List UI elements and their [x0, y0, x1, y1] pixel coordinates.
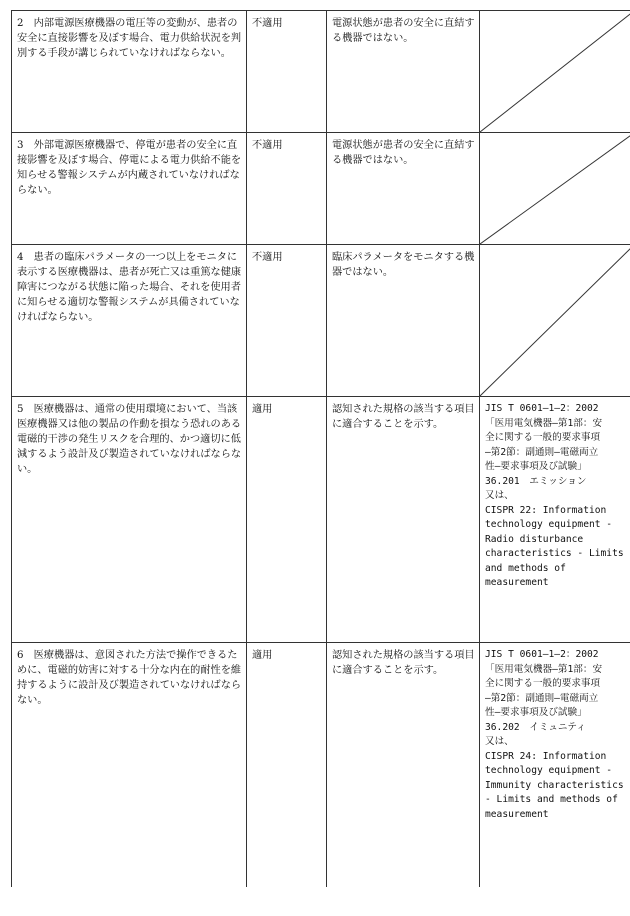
table-row — [12, 397, 630, 643]
standard-cell-empty — [480, 11, 630, 133]
method-cell: 電源状態が患者の安全に直結する機器ではない。 — [327, 11, 480, 133]
table-row — [12, 245, 630, 397]
method-cell: 臨床パラメータをモニタする機器ではない。 — [327, 245, 480, 397]
standard-cell — [480, 397, 630, 643]
table-row — [12, 133, 630, 245]
requirement-cell: 4 患者の臨床パラメータの一つ以上をモニタに表示する医療機器は、患者が死亡又は重篤な健康障害につながる状態に陥った場合、それを使用者に知らせる適切な警報システムが具備されていなければならない。 — [12, 245, 247, 397]
table-row — [12, 11, 630, 133]
applicability-cell: 不適用 — [247, 133, 327, 245]
applicability-cell: 適用 — [247, 643, 327, 887]
applicability-cell: 不適用 — [247, 245, 327, 397]
requirement-cell: 6 医療機器は、意図された方法で操作できるために、電磁的妨害に対する十分な内在的耐性を維持するように設計及び製造されていなければならない。 — [12, 643, 247, 887]
standard-text: JIS T 0601―1―2：2002 「医用電気機器―第1部：安 全に関する一般的要求事項 ―第2節：副通則―電磁両立 性―要求事項及び試験」 36.201 エミッション 又は、 CISPR 22: Information technology equipment - Radio disturbance characteristics - Limits and methods of measurement — [485, 403, 624, 588]
diagonal-slash — [480, 133, 630, 244]
diagonal-slash — [480, 245, 630, 396]
applicability-cell: 不適用 — [247, 11, 327, 133]
method-cell: 認知された規格の該当する項目に適合することを示す。 — [327, 397, 480, 643]
requirement-cell: 2 内部電源医療機器の電圧等の変動が、患者の安全に直接影響を及ぼす場合、電力供給状況を判別する手段が講じられていなければならない。 — [12, 11, 247, 133]
standard-cell — [480, 643, 630, 887]
requirement-cell: 5 医療機器は、通常の使用環境において、当該医療機器又は他の製品の作動を損なう恐れのある電磁的干渉の発生リスクを合理的、かつ適切に低減するよう設計及び製造されていなければならない。 — [12, 397, 247, 643]
essential-requirements-table — [11, 10, 630, 887]
method-cell: 認知された規格の該当する項目に適合することを示す。 — [327, 643, 480, 887]
standard-text: JIS T 0601―1―2：2002 「医用電気機器―第1部：安 全に関する一般的要求事項 ―第2節：副通則―電磁両立 性―要求事項及び試験」 36.202 イミュニティ 又は、 CISPR 24: Information technology equipment - Immunity characteristics - Limits and methods of measurement — [485, 649, 624, 820]
method-cell: 電源状態が患者の安全に直結する機器ではない。 — [327, 133, 480, 245]
standard-cell-empty — [480, 133, 630, 245]
diagonal-slash — [480, 11, 630, 132]
table-row — [12, 643, 630, 887]
requirement-cell: 3 外部電源医療機器で、停電が患者の安全に直接影響を及ぼす場合、停電による電力供給不能を知らせる警報システムが内蔵されていなければならない。 — [12, 133, 247, 245]
standard-cell-empty — [480, 245, 630, 397]
applicability-cell: 適用 — [247, 397, 327, 643]
